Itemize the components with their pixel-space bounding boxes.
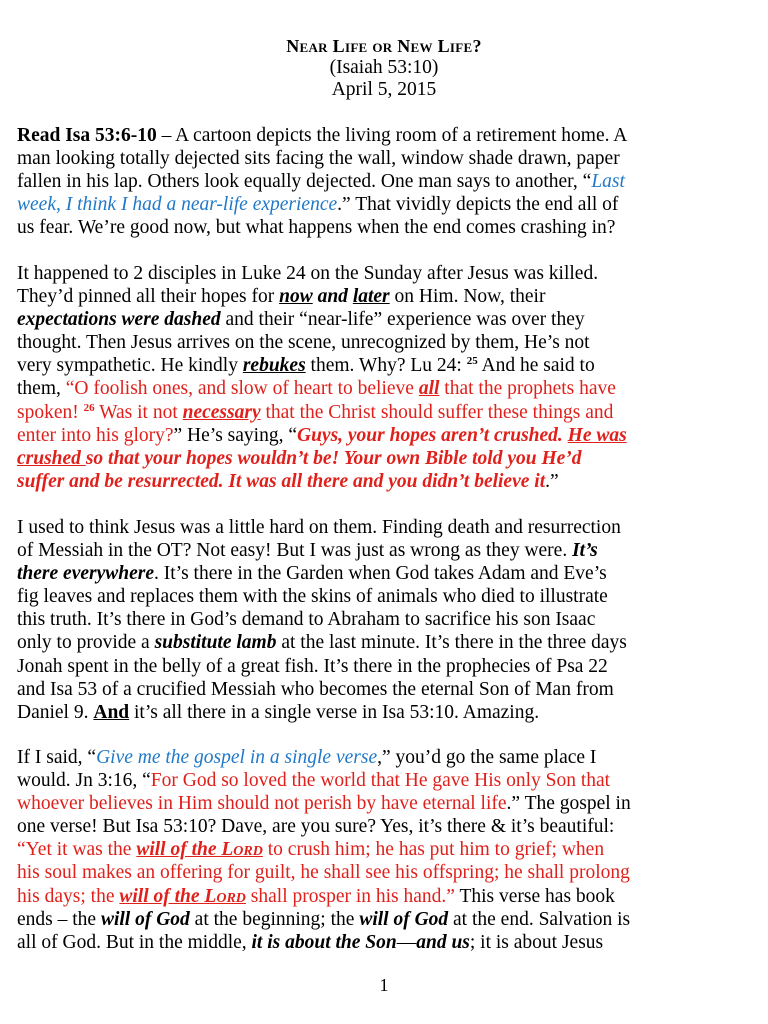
text-run: at the beginning; the [189, 908, 360, 930]
scripture-emphasis: will of the [119, 885, 205, 907]
emphasis-text: it is about the Son [251, 931, 397, 953]
text-run: fig leaves and replaces them with the skins of animals who died to illustrate [17, 586, 608, 608]
scripture-emphasis: will of the [136, 839, 222, 861]
sermon-date: April 5, 2015 [331, 79, 437, 100]
text-run: it’s all there in a single verse in Isa 53:10. Amazing. [129, 701, 540, 723]
text-run: Daniel 9. [17, 701, 94, 723]
paragraph-gospel-verse [17, 746, 755, 954]
emphasis-text: And [93, 701, 130, 723]
scripture-text: “O foolish ones, and slow of heart to believe [65, 378, 419, 400]
emphasis-text: will of God [359, 908, 449, 930]
text-run: only to provide a [17, 632, 155, 654]
text-run: them. Why? Lu 24: [305, 355, 467, 377]
paragraph-intro [17, 124, 755, 239]
text-run: of Messiah in the OT? Not easy! But I was just as wrong as they were. [17, 540, 573, 562]
verse-number: 25 [466, 355, 478, 368]
text-run: us fear. We’re good now, but what happens when the end comes crashing in? [17, 217, 616, 239]
scripture-text: Was it not [94, 401, 183, 423]
paraphrase-text: so that your hopes wouldn’t be! Your own Bible told you He’d [85, 447, 582, 469]
emphasis-text: substitute lamb [154, 632, 277, 654]
text-run: at the last minute. It’s there in the three days [276, 632, 627, 654]
scripture-text: whoever believes in Him should not perish by have eternal life [17, 793, 507, 815]
text-run: They’d pinned all their hopes for [17, 286, 280, 308]
text-run: man looking totally dejected sits facing the wall, window shade drawn, paper [17, 148, 620, 170]
scripture-text: to crush him; he has put him to grief; when [262, 839, 605, 861]
text-run: .” That vividly depicts the end all of [337, 194, 619, 216]
paraphrase-text: Guys, your hopes aren’t crushed. [296, 424, 568, 446]
text-run: all of God. But in the middle, [17, 931, 252, 953]
scripture-emphasis: necessary [182, 401, 261, 423]
scripture-text: shall prosper in his hand.” [245, 885, 455, 907]
scripture-text: that the prophets have [439, 378, 616, 400]
text-run: It happened to 2 disciples in Luke 24 on the Sunday after Jesus was killed. [17, 263, 599, 284]
scripture-text: his days; the [17, 885, 120, 907]
text-run: and Isa 53 of a crucified Messiah who becomes the eternal Son of Man from [17, 678, 614, 700]
paragraph-luke-24 [17, 262, 755, 493]
text-run: ,” you’d go the same place I [377, 747, 597, 768]
emphasis-text: and us [416, 931, 470, 953]
text-run: .” [545, 470, 559, 492]
text-run: ends – the [17, 908, 101, 930]
emphasis-text: later [352, 286, 390, 308]
paraphrase-text: suffer and be resurrected. It was all there and you didn’t believe it [17, 470, 546, 492]
scripture-reference: (Isaiah 53:10) [329, 57, 439, 78]
text-run: them, [17, 378, 66, 400]
emphasis-text: there everywhere [17, 563, 154, 585]
emphasis-text: and [312, 286, 353, 308]
text-run: this truth. It’s there in God’s demand to Abraham to sacrifice his son Isaac [17, 609, 596, 631]
scripture-text: For God so loved the world that He gave His only Son that [150, 770, 611, 792]
text-run: . It’s there in the Garden when God takes Adam and Eve’s [154, 563, 607, 585]
emphasis-text: will of God [100, 908, 190, 930]
verse-number: 26 [83, 401, 95, 414]
emphasis-text: rebukes [242, 355, 306, 377]
reading-reference: Read Isa 53:6-10 [17, 125, 157, 146]
scripture-text: spoken! [17, 401, 84, 423]
text-run: – A cartoon depicts the living room of a retirement home. A [156, 125, 628, 146]
text-run: and their “near-life” experience was over they [220, 309, 585, 331]
text-run: .” The gospel in [506, 793, 631, 815]
emphasis-text: It’s [572, 540, 598, 562]
paragraph-old-testament [17, 516, 755, 724]
text-run: If I said, “ [17, 747, 97, 768]
sermon-header [0, 35, 768, 101]
emphasis-text: expectations were dashed [17, 309, 221, 331]
text-run: Jonah spent in the belly of a great fish. It’s there in the prophecies of Psa 22 [17, 655, 608, 677]
text-run: on Him. Now, their [389, 286, 546, 308]
scripture-text: “Yet it was the [17, 839, 137, 861]
text-run: at the end. Salvation is [448, 908, 631, 930]
sermon-title: Near Life or New Life? [286, 36, 482, 56]
quote-text: Give me the gospel in a single verse [96, 747, 378, 768]
paraphrase-emphasis: He was [567, 424, 627, 446]
text-run: ; it is about Jesus [469, 931, 604, 953]
paraphrase-emphasis: crushed [17, 447, 86, 469]
scripture-text: that the Christ should suffer these things and [260, 401, 614, 423]
text-run: would. Jn 3:16, “ [17, 770, 151, 792]
text-run: And he said to [477, 355, 595, 377]
quote-text: Last [591, 171, 625, 193]
scripture-text: his soul makes an offering for guilt, he shall see his offspring; he shall prolong [17, 862, 630, 884]
scripture-emphasis: all [418, 378, 440, 400]
scripture-text: enter into his glory? [17, 424, 174, 446]
text-run: — [396, 931, 417, 953]
text-run: I used to think Jesus was a little hard on them. Finding death and resurrection [17, 517, 621, 538]
text-run: very sympathetic. He kindly [17, 355, 243, 377]
text-run: fallen in his lap. Others look equally dejected. One man says to another, “ [17, 171, 592, 193]
scripture-emphasis: Lord [204, 885, 246, 907]
quote-text: week, I think I had a near-life experience [17, 194, 338, 216]
page-number: 1 [379, 975, 389, 995]
text-run: ” He’s saying, “ [173, 424, 297, 446]
text-run: This verse has book [454, 885, 615, 907]
text-run: one verse! But Isa 53:10? Dave, are you sure? Yes, it’s there & it’s beautiful: [17, 816, 615, 838]
text-run: thought. Then Jesus arrives on the scene, unrecognized by them, He’s not [17, 332, 590, 354]
scripture-emphasis: Lord [221, 839, 263, 861]
emphasis-text: now [279, 286, 313, 308]
